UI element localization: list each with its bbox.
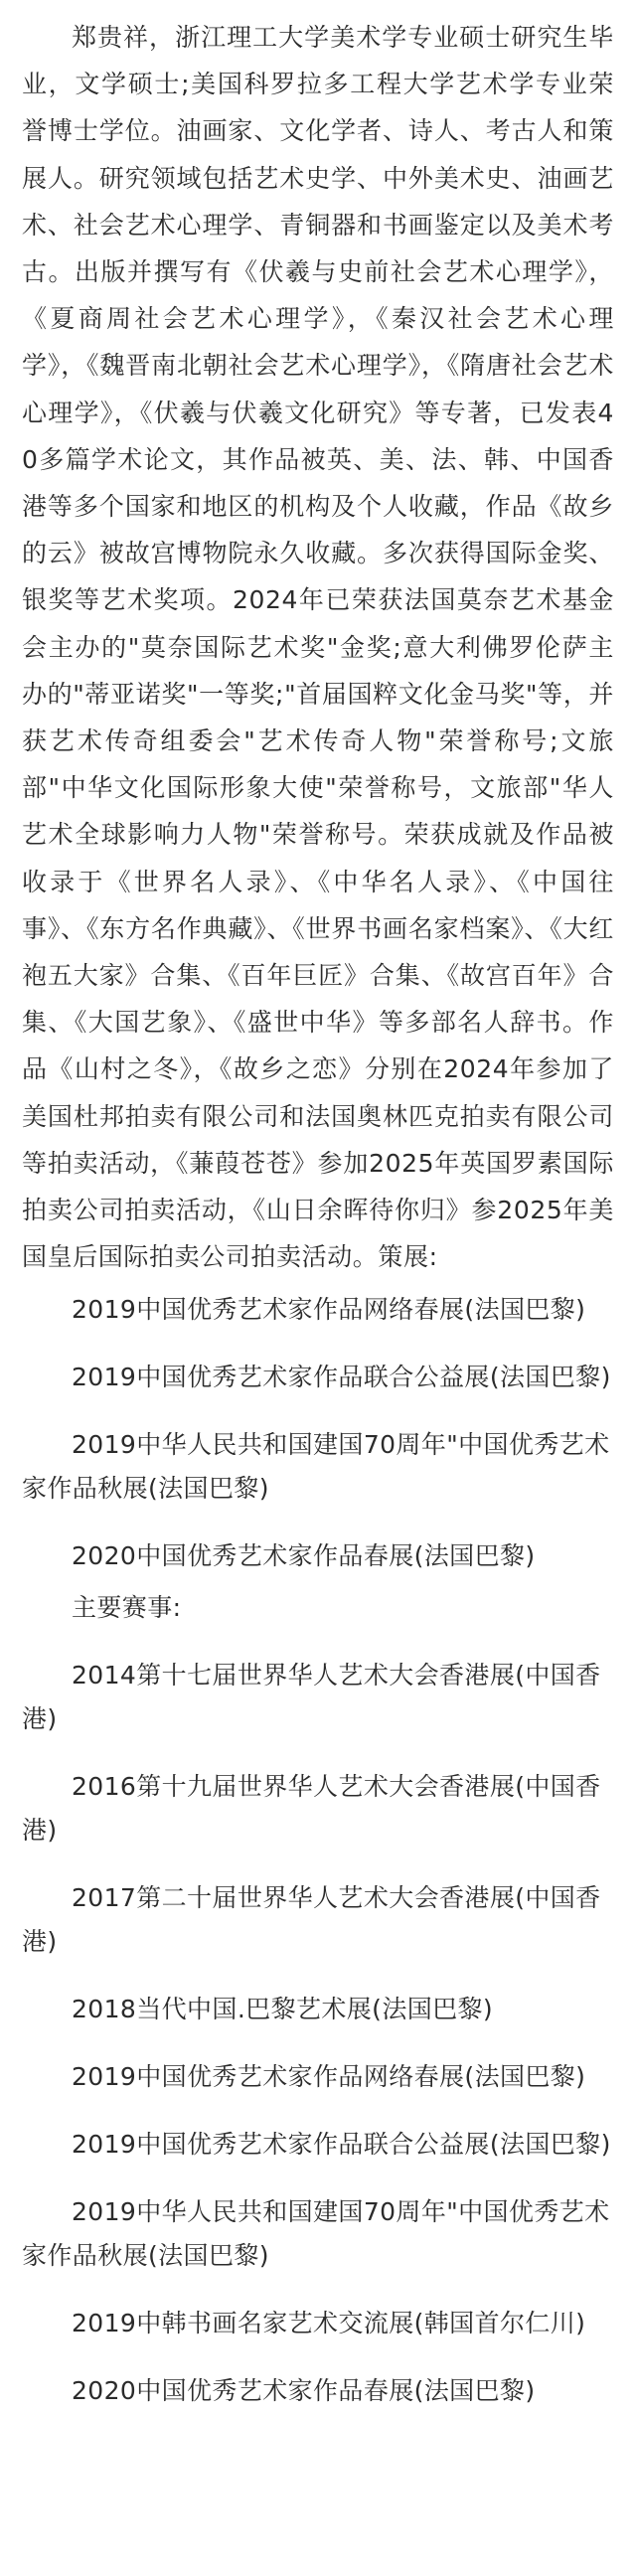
exhibition-item: 2019中国优秀艺术家作品网络春展(法国巴黎): [72, 1295, 586, 1325]
competitions-heading: 主要赛事:: [72, 1593, 182, 1623]
competition-item: 2018当代中国.巴黎艺术展(法国巴黎): [72, 1995, 494, 2024]
biography-paragraph: 郑贵祥，浙江理工大学美术学专业硕士研究生毕业，文学硕士;美国科罗拉多工程大学艺术学专业荣誉博士学位。油画家、文化学者、诗人、考古人和策展人。研究领域包括艺术史学、中外美术史、油画艺术、社会艺术心理学、青铜器和书画鉴定以及美术考古。出版并撰写有《伏羲与史前社会艺术心理学》，《夏商周社会艺术心理学》，《秦汉社会艺术心理学》，《魏晋南北朝社会艺术心理学》，《隋唐社会艺术心理学》，《伏羲与伏羲文化研究》等专著，已发表40多篇学术论文，其作品被英、美、法、韩、中国香港等多个国家和地区的机构及个人收藏，作品《故乡的云》被故宫博物院永久收藏。多次获得国际金奖、银奖等艺术奖项。2024年已荣获法国莫奈艺术基金会主办的"莫奈国际艺术奖"金奖;意大利佛罗伦萨主办的"蒂亚诺奖"一等奖;"首届国粹文化金马奖"等，并获艺术传奇组委会"艺术传奇人物"荣誉称号;文旅部"中华文化国际形象大使"荣誉称号，文旅部"华人艺术全球影响力人物"荣誉称号。荣获成就及作品被收录于《世界名人录》、《中华名人录》、《中国往事》、《东方名作典藏》、《世界书画名家档案》、《大红袍五大家》合集、《百年巨匠》合集、《故宫百年》合集、《大国艺象》、《盛世中华》等多部名人辞书。作品《山村之冬》，《故乡之恋》分别在2024年参加了美国杜邦拍卖有限公司和法国奥林匹克拍卖有限公司等拍卖活动，《蒹葭苍苍》参加2025年英国罗素国际拍卖公司拍卖活动，《山日余晖待你归》参2025年美国皇后国际拍卖公司拍卖活动。策展:: [22, 23, 614, 1272]
exhibition-item: 2020中国优秀艺术家作品春展(法国巴黎): [72, 1541, 536, 1571]
competition-item: 2016第十九届世界华人艺术大会香港展(中国香港): [22, 1772, 601, 1846]
competition-item: 2019中韩书画名家艺术交流展(韩国首尔仁川): [72, 2309, 586, 2338]
competition-item: 2020中国优秀艺术家作品春展(法国巴黎): [72, 2376, 536, 2406]
competition-item: 2019中国优秀艺术家作品网络春展(法国巴黎): [72, 2062, 586, 2092]
competition-item: 2019中国优秀艺术家作品联合公益展(法国巴黎): [72, 2130, 611, 2160]
competition-item: 2019中华人民共和国建国70周年"中国优秀艺术家作品秋展(法国巴黎): [22, 2197, 610, 2271]
competition-item: 2017第二十届世界华人艺术大会香港展(中国香港): [22, 1883, 601, 1957]
exhibition-item: 2019中华人民共和国建国70周年"中国优秀艺术家作品秋展(法国巴黎): [22, 1430, 610, 1504]
exhibition-item: 2019中国优秀艺术家作品联合公益展(法国巴黎): [72, 1363, 611, 1392]
competition-item: 2014第十七届世界华人艺术大会香港展(中国香港): [22, 1661, 601, 1734]
